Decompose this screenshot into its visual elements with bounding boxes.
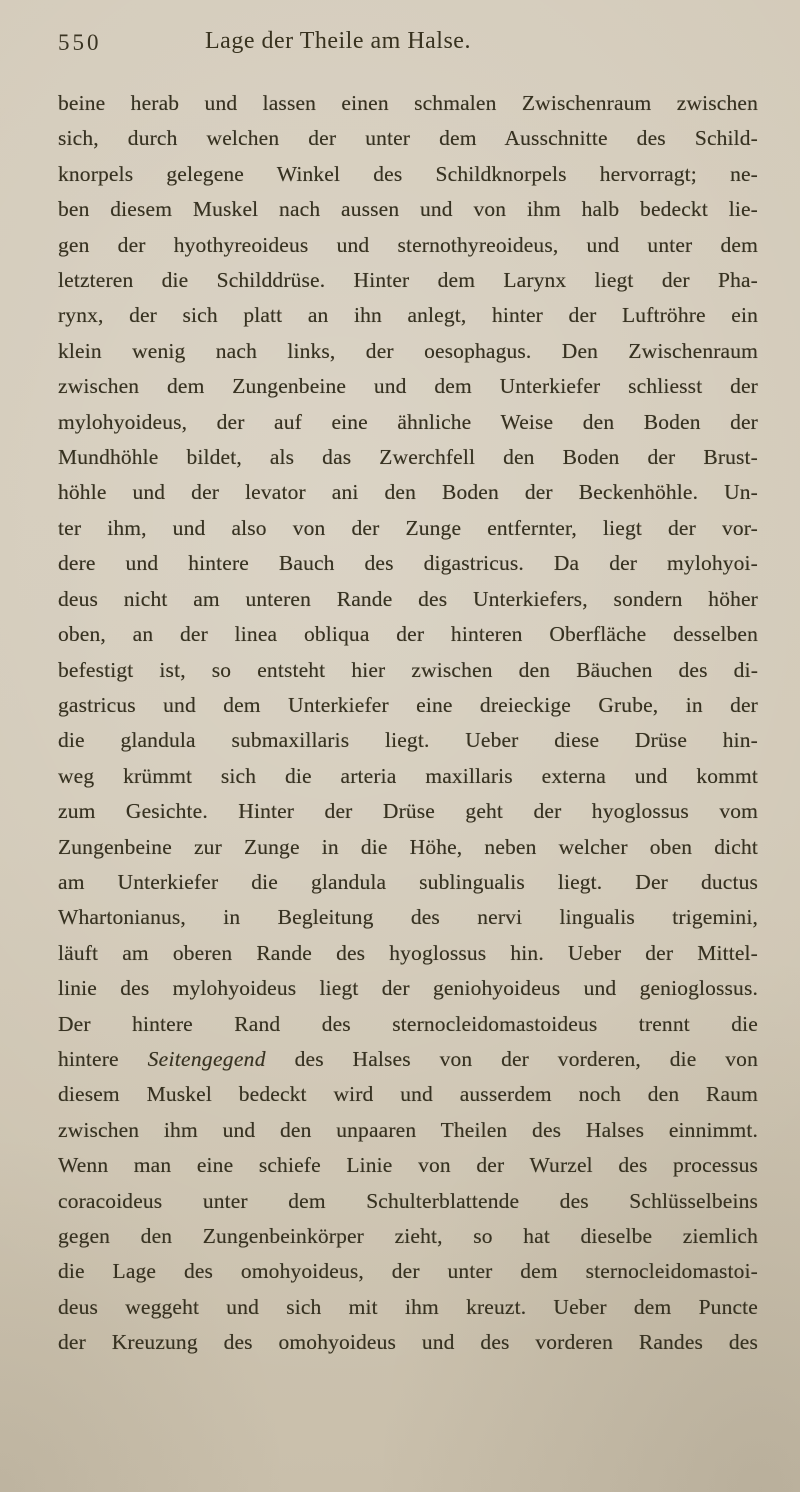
text-line: rynx, der sich platt an ihn anlegt, hinter der Luftröhre ein xyxy=(58,303,758,328)
text-line: am Unterkiefer die glandula sublingualis liegt. Der ductus xyxy=(58,869,758,894)
text-line: befestigt ist, so entsteht hier zwischen den Bäuchen des di- xyxy=(58,657,758,682)
text-line: zum Gesichte. Hinter der Drüse geht der hyoglossus vom xyxy=(58,799,758,824)
text-line: gegen den Zungenbeinkörper zieht, so hat dieselbe ziemlich xyxy=(58,1224,758,1248)
page-number: 550 xyxy=(58,30,102,55)
text-line: deus nicht am unteren Rande des Unterkiefers, sondern höher xyxy=(58,586,758,611)
text-line: zwischen ihm und den unpaaren Theilen des Halses einnimmt. xyxy=(58,1117,758,1142)
text-line: ter ihm, und also von der Zunge entfernter, liegt der vor- xyxy=(58,515,758,540)
text-line: dere und hintere Bauch des digastricus. Da der mylohyoi- xyxy=(58,551,758,576)
text-line: ben diesem Muskel nach aussen und von ihm halb bedeckt lie- xyxy=(58,197,758,222)
text-line: letzteren die Schilddrüse. Hinter dem Larynx liegt der Pha- xyxy=(58,268,758,293)
text-line: Wenn man eine schiefe Linie von der Wurzel des processus xyxy=(58,1153,758,1178)
text-line: Mundhöhle bildet, als das Zwerchfell den Boden der Brust- xyxy=(58,445,758,470)
text-line: mylohyoideus, der auf eine ähnliche Weise den Boden der xyxy=(58,409,758,434)
text-line: coracoideus unter dem Schulterblattende des Schlüsselbeins xyxy=(58,1188,758,1213)
text-line: sich, durch welchen der unter dem Ausschnitte des Schild- xyxy=(58,126,758,151)
text-line: gen der hyothyreoideus und sternothyreoideus, und unter dem xyxy=(58,232,758,257)
text-line: die glandula submaxillaris liegt. Ueber diese Drüse hin- xyxy=(58,728,758,753)
text-line: Der hintere Rand des sternocleidomastoideus trennt die xyxy=(58,1011,758,1036)
text-line: linie des mylohyoideus liegt der geniohyoideus und genioglossus. xyxy=(58,976,758,1001)
text-line: diesem Muskel bedeckt wird und ausserdem noch den Raum xyxy=(58,1082,758,1107)
text-line: zwischen dem Zungenbeine und dem Unterkiefer schliesst der xyxy=(58,374,758,399)
text-line: Whartonianus, in Begleitung des nervi lingualis trigemini, xyxy=(58,905,758,930)
text-line: die Lage des omohyoideus, der unter dem sternocleidomastoi- xyxy=(58,1259,758,1284)
text-line: knorpels gelegene Winkel des Schildknorpels hervorragt; ne- xyxy=(58,161,758,186)
text-line: beine herab und lassen einen schmalen Zwischenraum zwischen xyxy=(58,91,758,115)
text-line: weg krümmt sich die arteria maxillaris externa und kommt xyxy=(58,763,758,788)
text-line: gastricus und dem Unterkiefer eine dreieckige Grube, in der xyxy=(58,692,758,717)
text-line: Zungenbeine zur Zunge in die Höhe, neben welcher oben dicht xyxy=(58,834,758,859)
text-block xyxy=(58,86,758,1361)
text-line: läuft am oberen Rande des hyoglossus hin. Ueber der Mittel- xyxy=(58,940,758,965)
text-line: deus weggeht und sich mit ihm kreuzt. Ueber dem Puncte xyxy=(58,1294,758,1319)
text-line: klein wenig nach links, der oesophagus. Den Zwischenraum xyxy=(58,338,758,363)
running-title: Lage der Theile am Halse. xyxy=(205,28,471,54)
page-header xyxy=(58,28,758,62)
text-line: der Kreuzung des omohyoideus und des vorderen Randes des xyxy=(58,1330,758,1355)
text-line: oben, an der linea obliqua der hinteren Oberfläche desselben xyxy=(58,622,758,647)
text-line: hintere Seitengegend des Halses von der vorderen, die von xyxy=(58,1046,758,1071)
text-line: höhle und der levator ani den Boden der Beckenhöhle. Un- xyxy=(58,480,758,505)
